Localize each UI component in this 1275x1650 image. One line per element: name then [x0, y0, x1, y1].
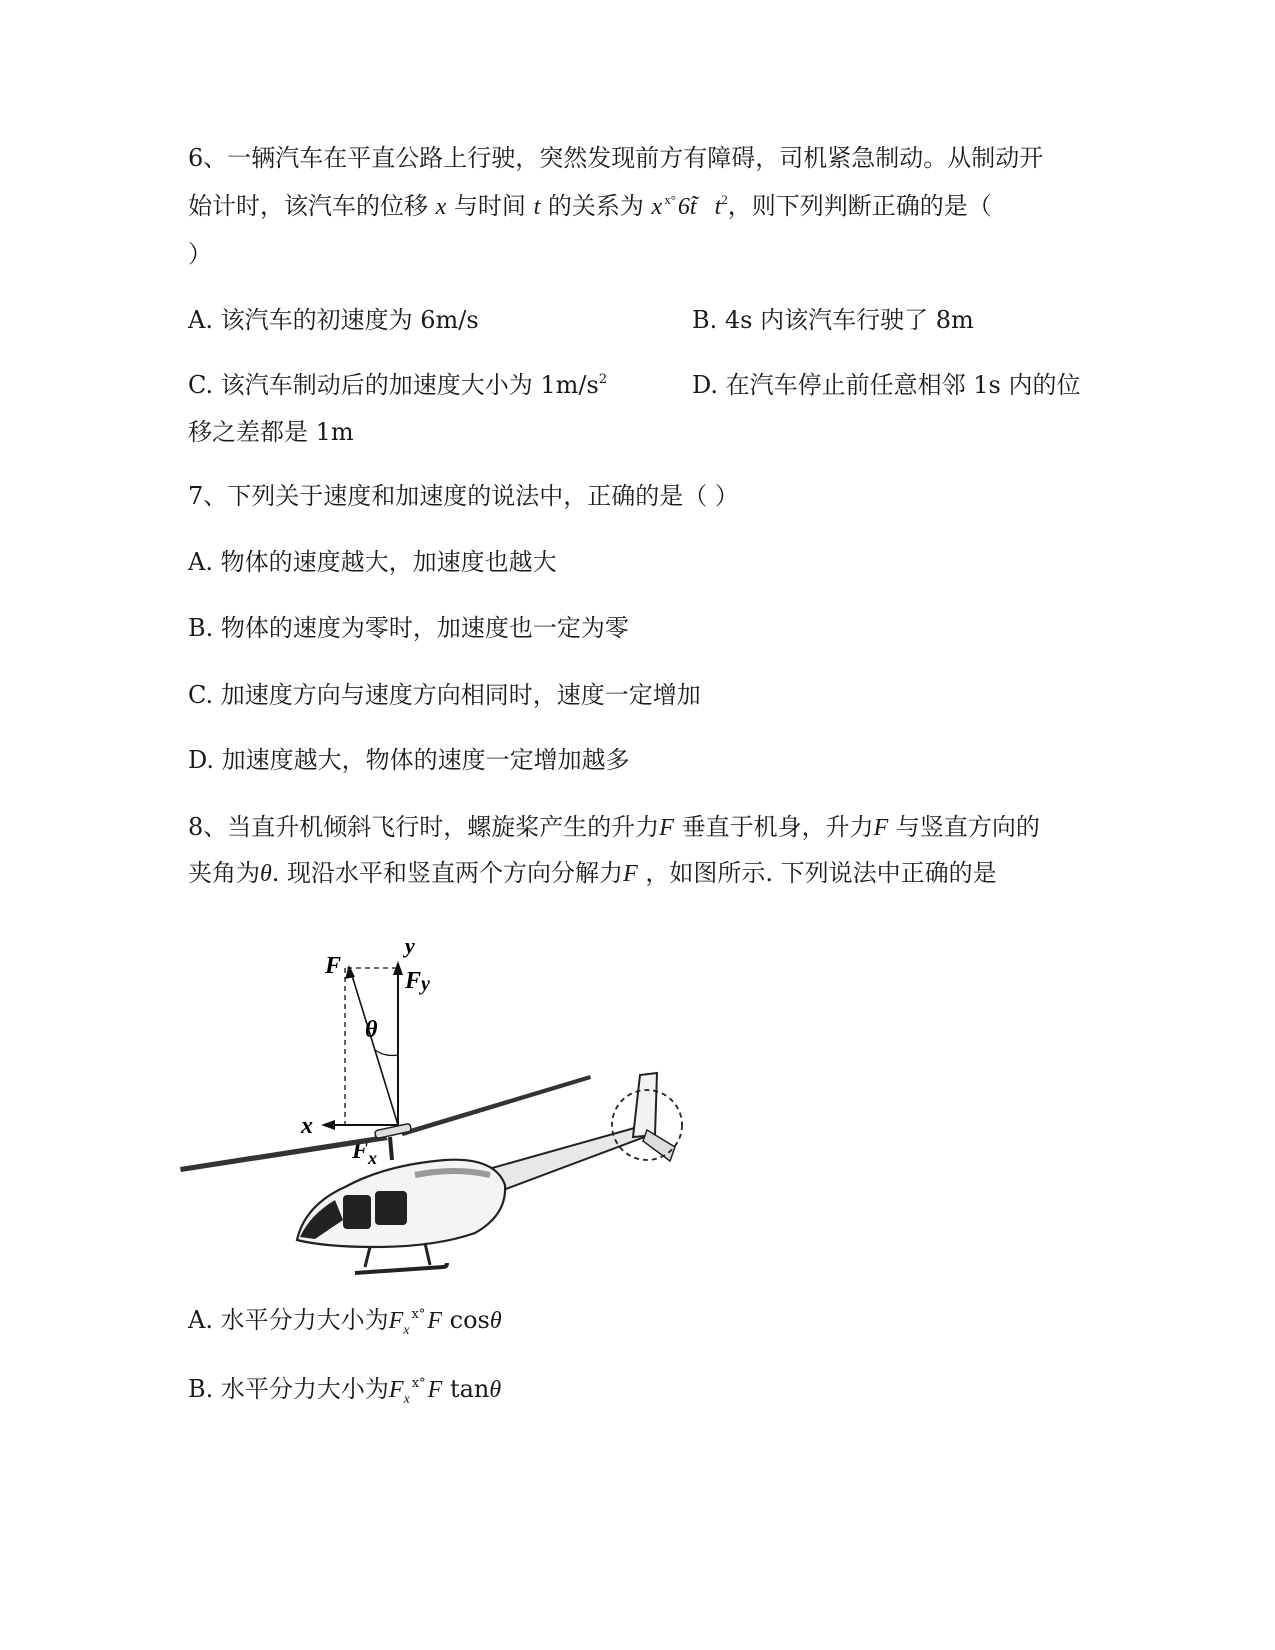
q6-stem-line3: ）: [188, 240, 212, 268]
q7-option-b: B. 物体的速度为零时，加速度也一定为零: [188, 614, 629, 642]
label-theta: θ: [365, 1017, 378, 1043]
skid-strut-front: [365, 1247, 370, 1267]
q8-stem-line1: 8、当直升机倾斜飞行时，螺旋桨产生的升力F 垂直于机身，升力F 与竖直方向的: [188, 813, 1040, 841]
label-Fx: $F_x$: [352, 1138, 378, 1168]
tail-fin: [633, 1073, 657, 1137]
q7-stem: 7、下列关于速度和加速度的说法中，正确的是（ ）: [188, 482, 739, 510]
skid-strut-rear: [425, 1243, 430, 1265]
q6-equation: x $^{x^\circ}$6t̃ $t^2$: [651, 192, 728, 220]
tail-boom: [485, 1125, 650, 1193]
q7-option-a: A. 物体的速度越大，加速度也越大: [188, 548, 557, 576]
q6-option-d-line2: 移之差都是 1m: [188, 418, 354, 446]
q8-option-a: A. 水平分力大小为$F_x^{x^\circ}F$ cosθ: [188, 1306, 502, 1338]
q6-stem-line1: 6、一辆汽车在平直公路上行驶，突然发现前方有障碍，司机紧急制动。从制动开: [188, 144, 1044, 172]
force-F-arrowhead: [345, 965, 355, 979]
q7-option-c: C. 加速度方向与速度方向相同时，速度一定增加: [188, 681, 701, 709]
cabin-window-front: [343, 1195, 371, 1229]
force-vectors: [321, 961, 403, 1130]
landing-skid: [355, 1263, 447, 1273]
cabin-window-rear: [375, 1191, 407, 1225]
tail-stabilizer: [643, 1130, 675, 1161]
q6-option-d-line1: D. 在汽车停止前任意相邻 1s 内的位: [692, 371, 1081, 399]
force-F-vector: [350, 969, 398, 1125]
helicopter-illustration: [180, 1073, 682, 1273]
q8-stem-line2: 夹角为θ. 现沿水平和竖直两个方向分解力F ，如图所示. 下列说法中正确的是: [188, 859, 997, 887]
rotor-mast: [390, 1137, 392, 1160]
q7-option-d: D. 加速度越大，物体的速度一定增加越多: [188, 746, 630, 774]
q6-stem-line2: 始计时，该汽车的位移 x 与时间 t 的关系为 x $^{x^\circ}$6t̃ $t^2$，则下列判断正确的是（: [188, 192, 992, 220]
label-F: F: [325, 953, 342, 979]
q8-option-b: B. 水平分力大小为$F_x^{x^\circ}F$ tanθ: [188, 1375, 502, 1407]
q6-var-t: t: [533, 194, 541, 220]
q6-option-a: A. 该汽车的初速度为 6m/s: [188, 306, 479, 334]
label-x: x: [301, 1113, 313, 1139]
label-y: y: [405, 933, 415, 958]
q6-option-b: B. 4s 内该汽车行驶了 8m: [692, 306, 974, 334]
theta-arc: [375, 1050, 398, 1055]
rotor-blade-right: [400, 1075, 591, 1136]
q6-option-c: C. 该汽车制动后的加速度大小为 $1m/s^2$: [188, 371, 608, 399]
q6-var-x: x: [435, 194, 447, 220]
label-Fy: Fy: [405, 968, 430, 995]
helicopter-force-diagram: [185, 933, 725, 1325]
x-axis-arrowhead: [321, 1120, 335, 1130]
